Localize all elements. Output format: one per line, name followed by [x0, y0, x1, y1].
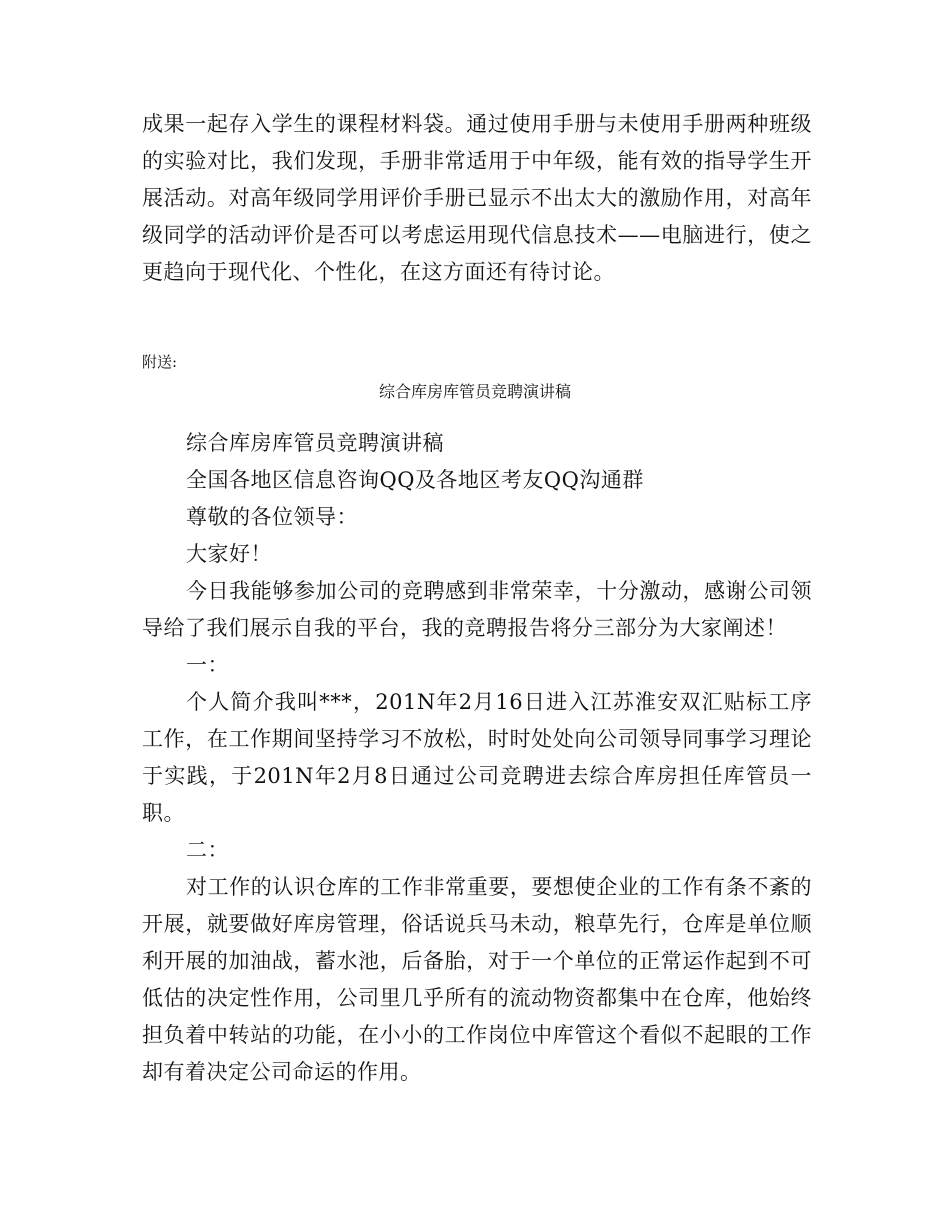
intro-section	[142, 106, 812, 291]
section-2-label: 二：	[186, 838, 229, 862]
intro-paragraph: 成果一起存入学生的课程材料袋。通过使用手册与未使用手册两种班级的实验对比，我们发现，手册非常适用于中年级，能有效的指导学生开展活动。对高年级同学用评价手册已显示不出太大的激励作用，对高年级同学的活动评价是否可以考虑运用现代信息技术——电脑进行，使之更趋向于现代化、个性化，在这方面还有待讨论。	[142, 112, 812, 284]
speech-heading: 综合库房库管员竞聘演讲稿	[186, 431, 444, 455]
appendix-label: 附送:	[142, 353, 178, 371]
section-2-paragraph: 对工作的认识仓库的工作非常重要，要想使企业的工作有条不紊的开展，就要做好库房管理，俗话说兵马未动，粮草先行，仓库是单位顺利开展的加油战，蓄水池，后备胎，对于一个单位的正常运作起到不可低估的决定性作用，公司里几乎所有的流动物资都集中在仓库，他始终担负着中转站的功能，在小小的工作岗位中库管这个看似不起眼的工作却有着决定公司命运的作用。	[142, 875, 812, 1084]
section-1-label: 一：	[186, 653, 229, 677]
appendix-title: 综合库房库管员竞聘演讲稿	[378, 382, 571, 401]
speech-section	[142, 425, 812, 1091]
salutation: 尊敬的各位领导：	[186, 505, 358, 529]
greeting: 大家好！	[186, 542, 272, 566]
qq-line: 全国各地区信息咨询QQ及各地区考友QQ沟通群	[186, 468, 644, 492]
section-1-paragraph: 个人简介我叫***，201N年2月16日进入江苏淮安双汇贴标工序工作，在工作期间坚持学习不放松，时时处处向公司领导同事学习理论于实践，于201N年2月8日通过公司竞聘进去综合库房担任库管员一职。	[142, 690, 812, 825]
opening-paragraph: 今日我能够参加公司的竞聘感到非常荣幸，十分激动，感谢公司领导给了我们展示自我的平台，我的竞聘报告将分三部分为大家阐述！	[142, 579, 812, 640]
